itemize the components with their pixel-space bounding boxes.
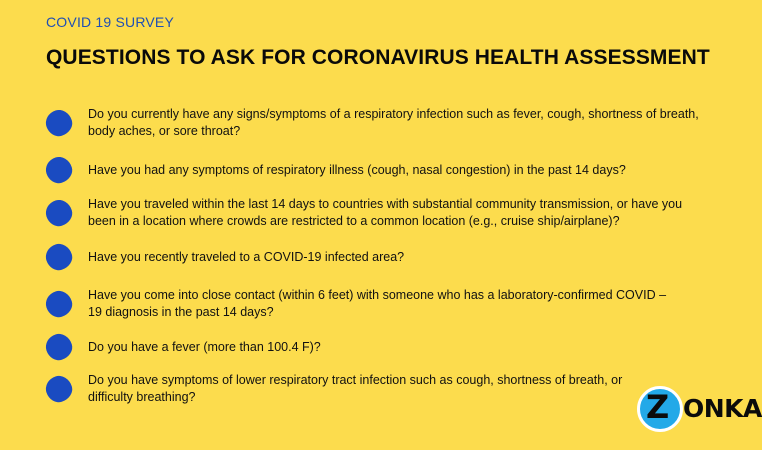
bullet-dot-icon (43, 154, 76, 187)
question-item-1 (46, 106, 706, 140)
question-text: Do you have a fever (more than 100.4 F)? (88, 339, 321, 354)
question-text: Have you come into close contact (within 6 feet) with someone who has a laboratory-confirmed COVID – 19 diagnosis in the past 14 days? (88, 288, 667, 319)
question-item-7 (46, 372, 666, 406)
question-item-3 (46, 196, 706, 230)
bullet-dot-icon (43, 197, 76, 230)
question-item-5 (46, 287, 706, 321)
question-text: Have you traveled within the last 14 days to countries with substantial community transmission, or have you been in a location where crowds are restricted to a common location (e.g., cruise ship/airplane)? (88, 197, 683, 228)
bullet-dot-icon (43, 107, 76, 140)
bullet-dot-icon (43, 241, 76, 274)
logo-letter: Z (646, 388, 670, 426)
question-item-4 (46, 244, 706, 270)
question-text: Do you currently have any signs/symptoms of a respiratory infection such as fever, cough, shortness of breath, body aches, or sore throat? (88, 107, 699, 138)
question-item-6 (46, 334, 706, 360)
question-text: Have you recently traveled to a COVID-19 infected area? (88, 249, 405, 264)
question-text: Do you have symptoms of lower respiratory tract infection such as cough, shortness of breath, or difficulty breathing? (88, 373, 623, 404)
zonka-logo (637, 382, 762, 434)
page-title: QUESTIONS TO ASK FOR CORONAVIRUS HEALTH ASSESSMENT (46, 46, 710, 69)
survey-eyebrow: COVID 19 SURVEY (46, 14, 175, 30)
bullet-dot-icon (43, 331, 76, 364)
question-item-2 (46, 157, 706, 183)
bullet-dot-icon (43, 373, 76, 406)
logo-wordmark: ONKA (683, 394, 762, 423)
question-text: Have you had any symptoms of respiratory illness (cough, nasal congestion) in the past 14 days? (88, 162, 626, 177)
bullet-dot-icon (43, 288, 76, 321)
